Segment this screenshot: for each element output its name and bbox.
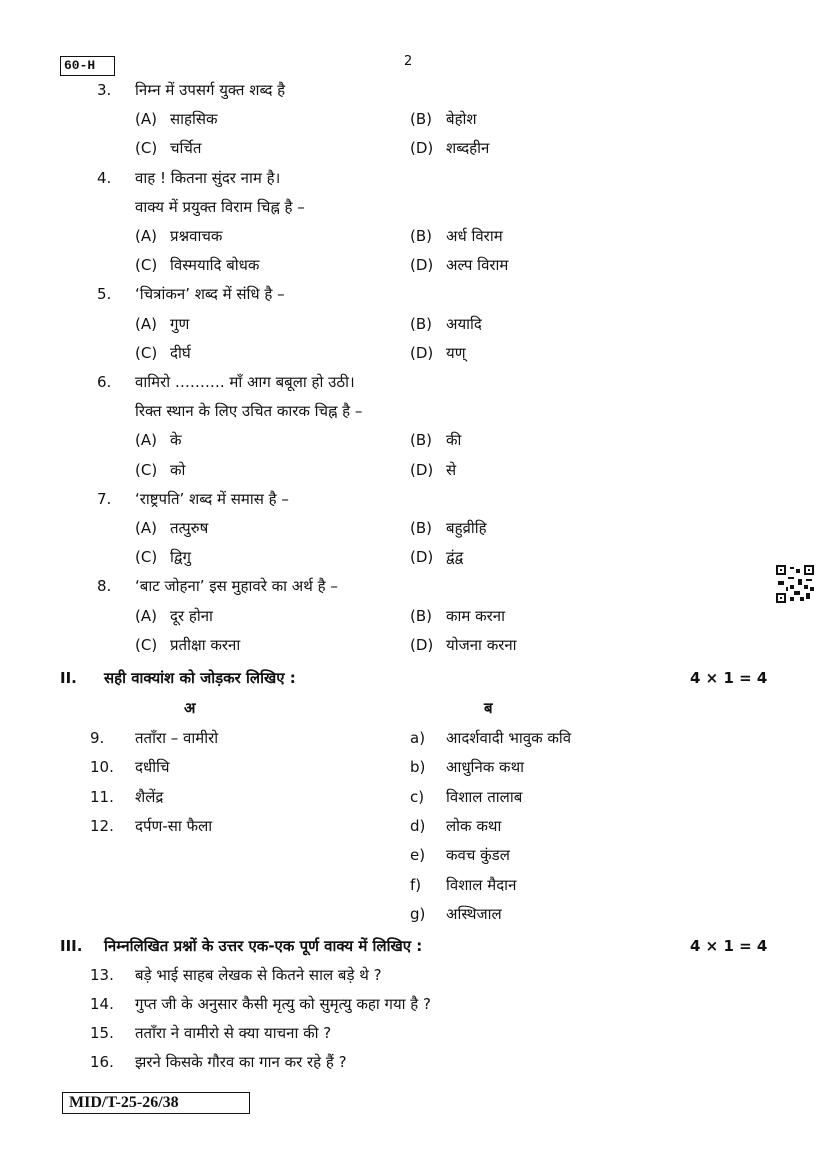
text-line xyxy=(0,815,826,837)
text-line xyxy=(0,874,826,896)
question-number: 8. xyxy=(97,577,112,596)
option-text: दीर्घ xyxy=(170,343,191,362)
match-number: 12. xyxy=(90,816,114,835)
option-label: (A) xyxy=(135,227,157,245)
option-label: (B) xyxy=(410,431,432,450)
option-label: (B) xyxy=(410,314,432,333)
text-line xyxy=(0,903,826,925)
text-line xyxy=(0,488,826,510)
option-text: बेहोश xyxy=(446,110,477,129)
text-line xyxy=(0,254,826,276)
option-text: शब्दहीन xyxy=(446,139,490,158)
question-text: निम्न में उपसर्ग युक्त शब्द है xyxy=(135,81,286,99)
text-line xyxy=(0,1022,826,1044)
text-line xyxy=(0,459,826,481)
option-label: (A) xyxy=(135,431,157,450)
option-label: (C) xyxy=(135,343,158,362)
column-a-header: अ xyxy=(184,699,196,717)
question-number: 15. xyxy=(90,1024,114,1042)
question-number: 16. xyxy=(90,1053,114,1071)
question-text: बड़े भाई साहब लेखक से कितने साल बड़े थे ? xyxy=(135,966,382,984)
question-number: 7. xyxy=(97,489,112,508)
section2-marks: 4 × 1 = 4 xyxy=(690,669,768,687)
match-number: 10. xyxy=(90,758,114,777)
text-line xyxy=(0,546,826,568)
section3-title: निम्नलिखित प्रश्नों के उत्तर एक-एक पूर्ण वाक्य में लिखिए : xyxy=(104,937,423,955)
text-line xyxy=(0,1051,826,1073)
text-line xyxy=(0,137,826,159)
match-item-text: दर्पण-सा फैला xyxy=(135,816,213,835)
option-text: द्विगु xyxy=(170,548,191,567)
question-text: तताँरा ने वामीरो से क्या याचना की ? xyxy=(135,1024,332,1042)
option-text: तत्पुरुष xyxy=(170,519,209,537)
match-letter: a) xyxy=(410,729,426,747)
text-line xyxy=(0,400,826,422)
match-letter: b) xyxy=(410,758,426,777)
question-text: गुप्त जी के अनुसार कैसी मृत्यु को सुमृत्यु कहा गया है ? xyxy=(135,995,432,1013)
section3-marks: 4 × 1 = 4 xyxy=(690,937,768,955)
question-number: 5. xyxy=(97,285,112,304)
text-line xyxy=(0,727,826,749)
option-text: यण् xyxy=(446,343,466,362)
text-line xyxy=(0,283,826,305)
match-option-text: विशाल तालाब xyxy=(446,787,523,806)
option-text: गुण xyxy=(170,314,190,333)
option-label: (A) xyxy=(135,314,157,333)
match-letter: d) xyxy=(410,816,426,835)
text-line xyxy=(0,371,826,393)
question-number: 6. xyxy=(97,373,112,391)
question-text: ‘राष्ट्रपति’ शब्द में समास है – xyxy=(135,489,289,508)
option-label: (C) xyxy=(135,635,158,654)
question-number: 4. xyxy=(97,168,112,187)
text-line xyxy=(0,342,826,364)
match-option-text: अस्थिजाल xyxy=(446,904,502,923)
option-text: की xyxy=(446,431,462,450)
option-label: (D) xyxy=(410,343,434,362)
option-label: (D) xyxy=(410,460,434,479)
match-option-text: लोक कथा xyxy=(446,816,502,835)
option-label: (C) xyxy=(135,139,158,158)
option-label: (A) xyxy=(135,519,157,537)
match-letter: e) xyxy=(410,846,426,865)
column-b-header: ब xyxy=(484,699,493,717)
footer-code-box: MID/T-25-26/38 xyxy=(62,1092,250,1114)
option-text: बहुव्रीहि xyxy=(446,519,487,537)
match-option-text: आधुनिक कथा xyxy=(446,758,525,777)
text-line xyxy=(0,167,826,189)
text-line xyxy=(0,108,826,130)
question-number: 3. xyxy=(97,81,112,99)
paper-code-box: 60-H xyxy=(60,56,115,76)
option-text: से xyxy=(446,460,457,479)
option-label: (D) xyxy=(410,139,434,158)
option-text: दूर होना xyxy=(170,606,213,625)
text-line xyxy=(0,313,826,335)
question-text: वामिरो ………. माँ आग बबूला हो उठी। xyxy=(135,373,355,391)
option-text: प्रतीक्षा करना xyxy=(170,635,241,654)
match-item-text: शैलेंद्र xyxy=(135,787,164,806)
option-text: द्वंद्व xyxy=(446,548,464,567)
option-text: काम करना xyxy=(446,606,506,625)
question-text: ‘चित्रांकन’ शब्द में संधि है – xyxy=(135,285,285,304)
question-text: झरने किसके गौरव का गान कर रहे हैं ? xyxy=(135,1053,347,1071)
option-label: (C) xyxy=(135,548,158,567)
option-label: (C) xyxy=(135,460,158,479)
text-line xyxy=(0,575,826,597)
question-text: वाह ! कितना सुंदर नाम है। xyxy=(135,168,281,187)
option-label: (A) xyxy=(135,606,157,625)
option-label: (A) xyxy=(135,110,157,129)
text-line xyxy=(0,429,826,451)
match-number: 9. xyxy=(90,729,105,747)
match-item-text: तताँरा – वामीरो xyxy=(135,729,219,747)
option-text: योजना करना xyxy=(446,635,517,654)
match-letter: c) xyxy=(410,787,425,806)
option-label: (B) xyxy=(410,519,432,537)
text-line xyxy=(0,517,826,539)
question-text: रिक्त स्थान के लिए उचित कारक चिह्न है – xyxy=(135,402,363,421)
match-option-text: आदर्शवादी भावुक कवि xyxy=(446,729,572,747)
question-text: ‘बाट जोहना’ इस मुहावरे का अर्थ है – xyxy=(135,577,338,596)
section3-roman: III. xyxy=(60,937,83,955)
question-text: वाक्य में प्रयुक्त विराम चिह्न है – xyxy=(135,197,305,216)
qr-code-icon xyxy=(776,565,814,603)
text-line xyxy=(0,196,826,218)
text-line xyxy=(0,844,826,866)
option-text: को xyxy=(170,460,186,479)
option-text: विस्मयादि बोधक xyxy=(170,256,260,275)
text-line xyxy=(0,225,826,247)
option-text: प्रश्नवाचक xyxy=(170,227,223,245)
option-label: (C) xyxy=(135,256,158,275)
page-number: 2 xyxy=(404,54,413,69)
match-letter: f) xyxy=(410,875,422,894)
option-label: (D) xyxy=(410,256,434,275)
section2-roman: II. xyxy=(60,669,77,687)
match-number: 11. xyxy=(90,787,114,806)
text-line xyxy=(0,786,826,808)
option-text: साहसिक xyxy=(170,110,218,129)
match-item-text: दधीचि xyxy=(135,758,170,777)
match-option-text: विशाल मैदान xyxy=(446,875,517,894)
option-label: (B) xyxy=(410,110,432,129)
section2-title: सही वाक्यांश को जोड़कर लिखिए : xyxy=(104,669,296,687)
text-line xyxy=(0,605,826,627)
option-text: अल्प विराम xyxy=(446,256,509,275)
option-label: (D) xyxy=(410,548,434,567)
option-text: अर्ध विराम xyxy=(446,227,503,245)
option-label: (D) xyxy=(410,635,434,654)
option-label: (B) xyxy=(410,606,432,625)
question-number: 14. xyxy=(90,995,114,1013)
text-line xyxy=(0,756,826,778)
match-option-text: कवच कुंडल xyxy=(446,846,510,865)
question-number: 13. xyxy=(90,966,114,984)
text-line xyxy=(0,79,826,101)
match-letter: g) xyxy=(410,904,426,923)
option-text: के xyxy=(170,431,182,450)
option-text: चर्चित xyxy=(170,139,202,158)
option-label: (B) xyxy=(410,227,432,245)
text-line xyxy=(0,964,826,986)
text-line xyxy=(0,993,826,1015)
option-text: अयादि xyxy=(446,314,482,333)
text-line xyxy=(0,634,826,656)
